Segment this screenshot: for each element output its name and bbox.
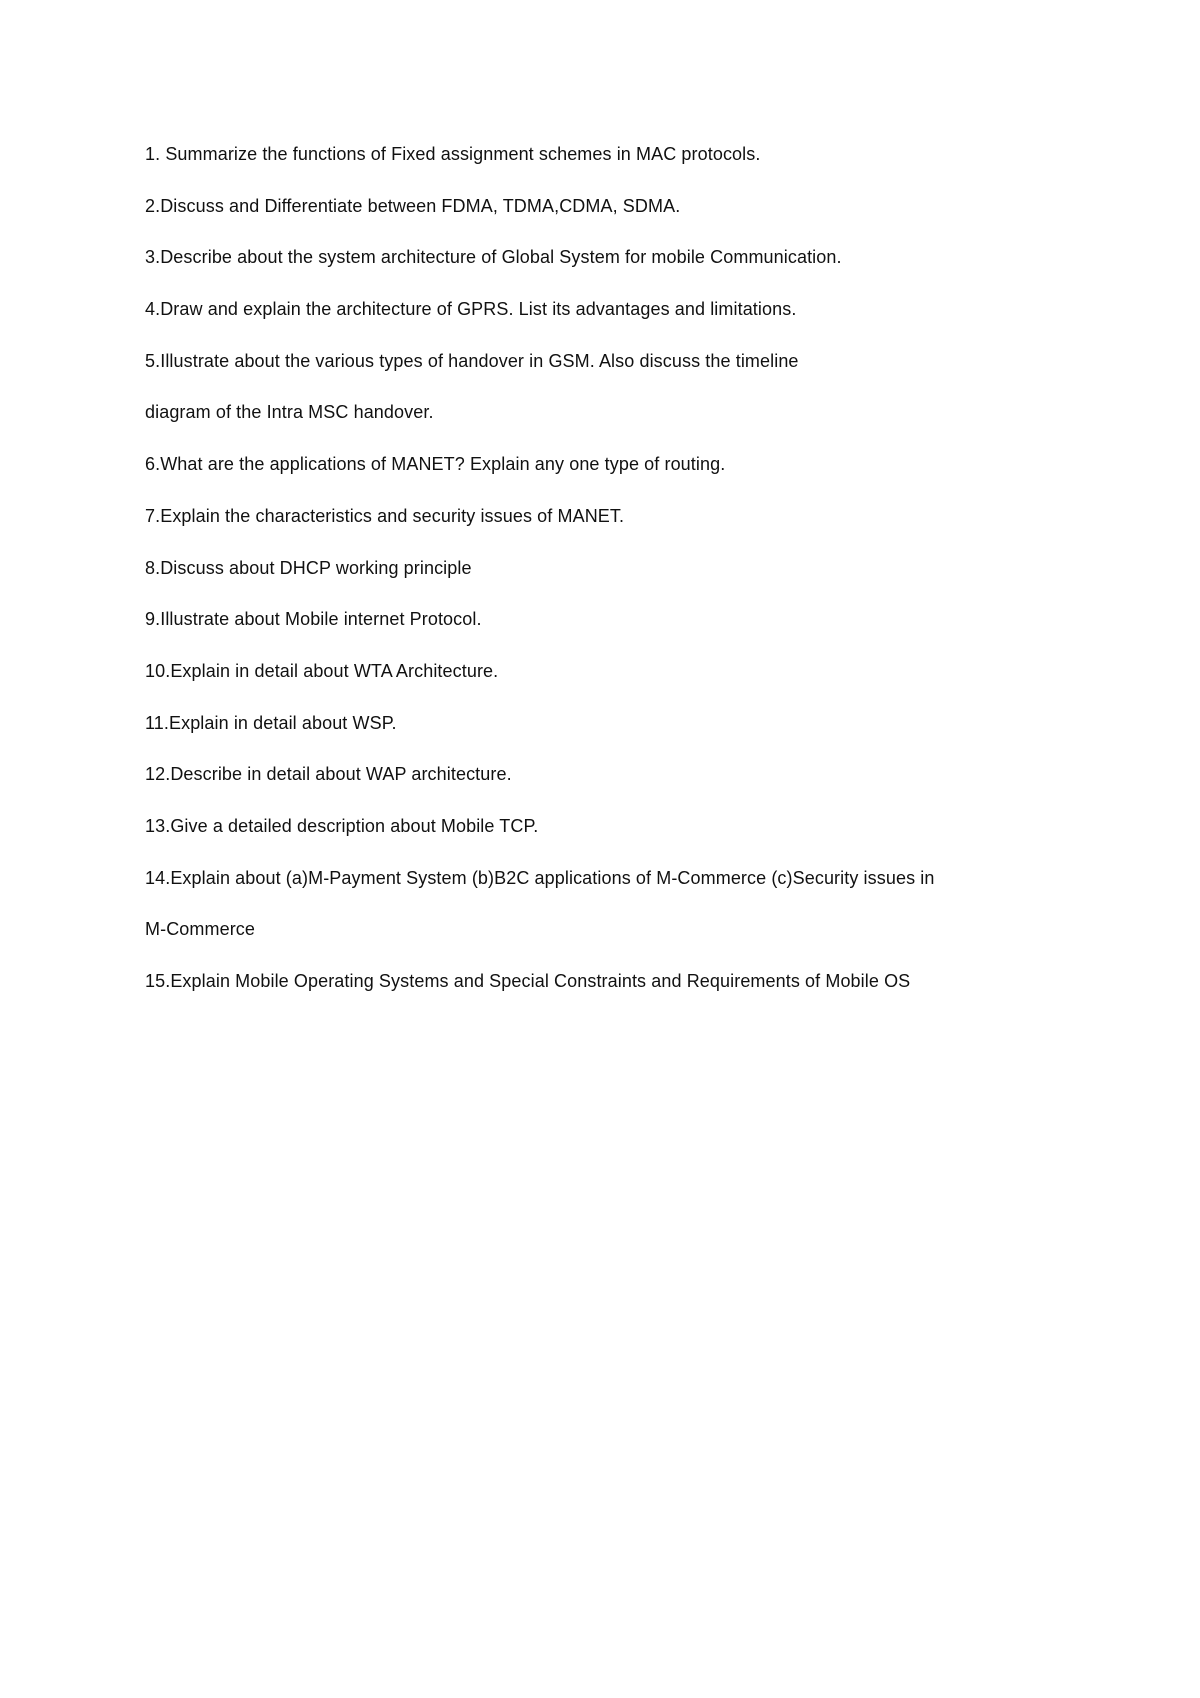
question-5-continuation: diagram of the Intra MSC handover.: [145, 402, 434, 423]
question-15: 15.Explain Mobile Operating Systems and Special Constraints and Requirements of Mobile OS: [145, 971, 911, 991]
question-4: 4.Draw and explain the architecture of GPRS. List its advantages and limitations.: [145, 299, 797, 320]
question-10: 10.Explain in detail about WTA Architecture.: [145, 660, 499, 681]
question-11: 11.Explain in detail about WSP.: [145, 712, 397, 733]
question-6: 6.What are the applications of MANET? Explain any one type of routing.: [145, 454, 726, 475]
question-14: 14.Explain about (a)M-Payment System (b)B2C applications of M-Commerce (c)Security issues in: [145, 867, 935, 888]
question-3: 3.Describe about the system architecture of Global System for mobile Communication.: [145, 247, 842, 268]
question-1: 1. Summarize the functions of Fixed assignment schemes in MAC protocols.: [145, 144, 761, 164]
question-9: 9.Illustrate about Mobile internet Protocol.: [145, 609, 482, 630]
question-7: 7.Explain the characteristics and security issues of MANET.: [145, 505, 625, 526]
question-2: 2.Discuss and Differentiate between FDMA, TDMA,CDMA, SDMA.: [145, 195, 681, 216]
question-14-continuation: M-Commerce: [145, 919, 256, 940]
question-5: 5.Illustrate about the various types of handover in GSM. Also discuss the timeline: [145, 350, 799, 371]
question-8: 8.Discuss about DHCP working principle: [145, 557, 472, 578]
question-list: [145, 143, 1145, 1022]
question-12: 12.Describe in detail about WAP architecture.: [145, 764, 512, 785]
question-13: 13.Give a detailed description about Mobile TCP.: [145, 815, 539, 836]
